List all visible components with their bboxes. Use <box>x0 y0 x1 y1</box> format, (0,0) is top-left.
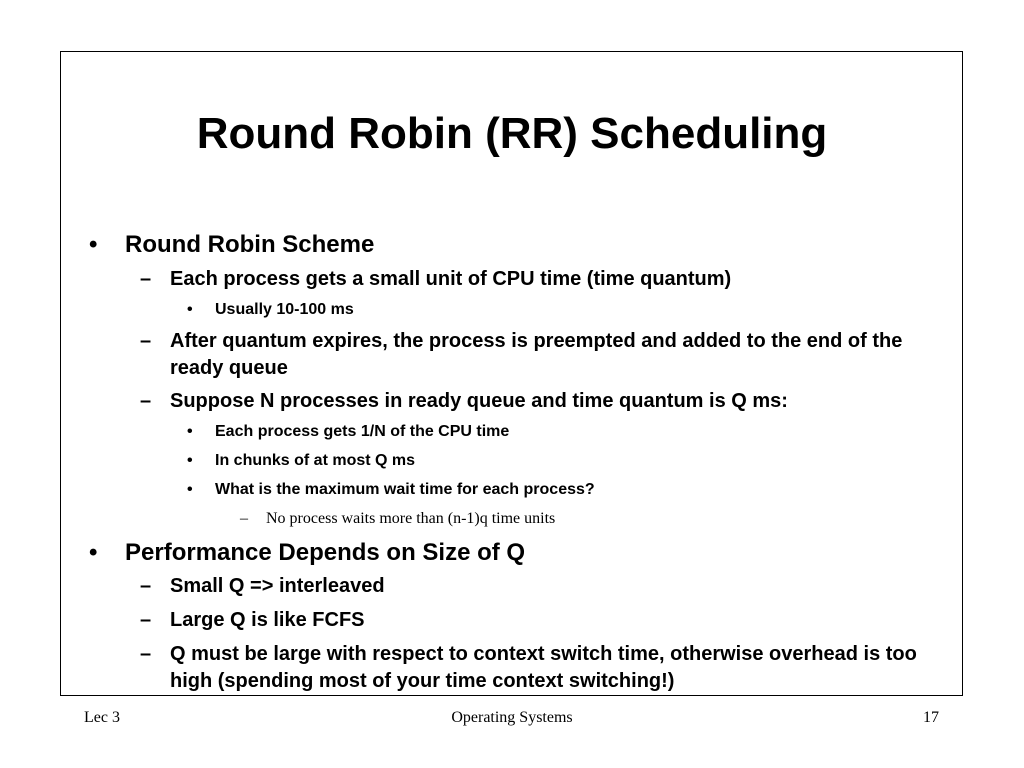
dash-item <box>84 573 944 600</box>
bullet-marker: • <box>89 231 98 258</box>
footer-page-number: 17 <box>923 709 939 726</box>
dash-marker: – <box>140 609 152 631</box>
dash-marker: – <box>140 268 152 290</box>
footer-lecture: Lec 3 <box>84 709 120 726</box>
dash-item <box>84 641 944 695</box>
dash-marker: – <box>140 643 152 665</box>
dash-item <box>84 328 944 382</box>
dash-marker: – <box>240 510 248 527</box>
dash-marker: – <box>140 330 152 352</box>
sub-bullet-item <box>84 421 944 443</box>
bullet-marker: • <box>187 481 193 498</box>
footer-course: Operating Systems <box>451 709 573 726</box>
dash-text: Suppose N processes in ready queue and time quantum is Q ms: <box>170 390 788 412</box>
dash-text: Each process gets a small unit of CPU time (time quantum) <box>170 268 732 290</box>
dash-text: After quantum expires, the process is preempted and added to the end of the ready queue <box>170 330 903 379</box>
bullet-text: Round Robin Scheme <box>125 231 375 258</box>
bullet-text: Performance Depends on Size of Q <box>125 539 526 566</box>
slide-title: Round Robin (RR) Scheduling <box>196 109 828 158</box>
bullet-item <box>84 229 944 260</box>
dash-marker: – <box>140 390 152 412</box>
bullet-item <box>84 537 944 568</box>
sub-bullet-item <box>84 450 944 472</box>
dash-item <box>84 266 944 293</box>
bullet-marker: • <box>187 452 193 469</box>
bullet-marker: • <box>89 539 98 566</box>
sub-bullet-item <box>84 479 944 501</box>
sub-bullet-text: In chunks of at most Q ms <box>215 452 416 469</box>
sub-dash-item <box>84 508 944 530</box>
sub-bullet-item <box>84 299 944 321</box>
sub-bullet-text: Each process gets 1/N of the CPU time <box>215 423 510 440</box>
dash-text: Q must be large with respect to context switch time, otherwise overhead is too high (spending most of your time context switching!) <box>170 643 917 692</box>
dash-text: Small Q => interleaved <box>170 575 385 597</box>
bullet-marker: • <box>187 301 193 318</box>
sub-bullet-text: Usually 10-100 ms <box>215 301 354 318</box>
dash-marker: – <box>140 575 152 597</box>
dash-item <box>84 388 944 415</box>
dash-text: Large Q is like FCFS <box>170 609 365 631</box>
sub-dash-text: No process waits more than (n-1)q time units <box>266 510 556 527</box>
bullet-marker: • <box>187 423 193 440</box>
dash-item <box>84 607 944 634</box>
slide-content <box>84 229 944 695</box>
sub-bullet-text: What is the maximum wait time for each process? <box>215 481 595 498</box>
